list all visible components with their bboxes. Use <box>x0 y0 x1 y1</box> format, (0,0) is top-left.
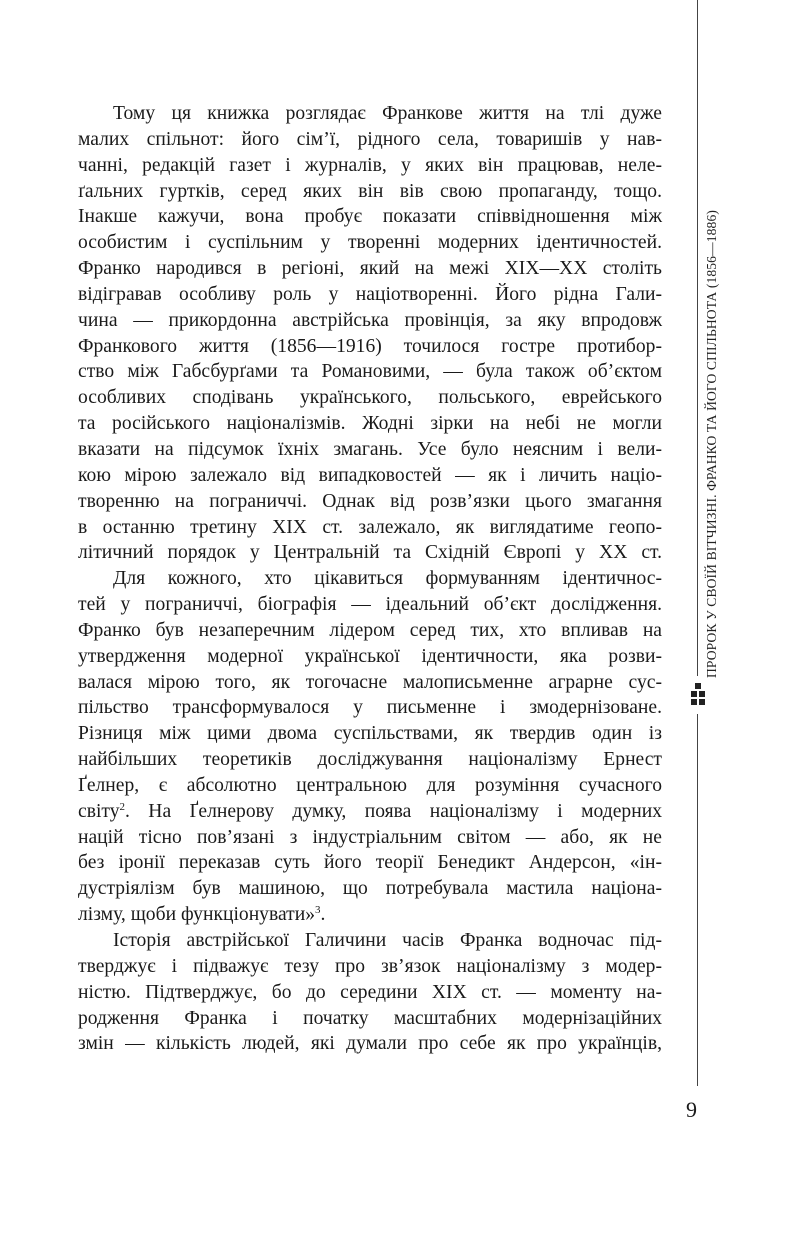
text-line: найбільших теоретиків досліджування націоналізму Ернест <box>78 749 662 771</box>
text-line: та російського націоналізмів. Жодні зірки на небі не могли <box>78 413 662 435</box>
text-line: Історія австрійської Галичини часів Франка водночас під- <box>113 930 662 951</box>
text-line: ністю. Підтверджує, бо до середини XIX ст. — моменту на- <box>78 981 662 1003</box>
text-line: Франкового життя (1856—1916) точилося гостре протибор- <box>78 335 662 357</box>
body-text <box>78 101 662 1057</box>
text-line: Франко був незаперечним лідером серед тих, хто впливав на <box>78 619 662 641</box>
text-line: особистим і суспільним у творенні модерних ідентичностей. <box>78 232 662 254</box>
text-line: пільство трансформувалося у письменне і змодернізоване. <box>78 697 662 719</box>
text-line: утвердження модерної української ідентичности, яка розви- <box>78 645 662 667</box>
text-line: дустріялізм був машиною, що потребувала мастила націона- <box>78 878 662 900</box>
text-line: змін — кількість людей, які думали про себе як про українців, <box>78 1033 662 1055</box>
text-line: Інакше кажучи, вона пробує показати співвідношення між <box>78 206 662 228</box>
text-line: ство між Габсбурґами та Романовими, — була також об’єктом <box>78 361 662 383</box>
running-title <box>701 90 723 678</box>
text-line: тверджує і підважує тезу про зв’язок націоналізму з модер- <box>78 955 662 977</box>
running-title-text: ПРОРОК У СВОЇЙ ВІТЧИЗНІ. ФРАНКО ТА ЙОГО СПІЛЬНОТА (1856—1886) <box>704 210 719 678</box>
text-line: Франко народився в регіоні, який на межі XIX—XX століть <box>78 258 662 280</box>
side-rule-bottom <box>697 714 698 1086</box>
text-fragment: світу <box>78 800 120 822</box>
text-line: чина — прикордонна австрійська провінція, за яку впродовж <box>78 309 662 331</box>
side-rule-top <box>697 0 698 676</box>
text-line: ґальних гуртків, серед яких він вів свою пропаганду, тощо. <box>78 180 662 202</box>
text-line: кою мірою залежало від випадковостей — як і личить націо- <box>78 464 662 486</box>
text-line: літичний порядок у Центральній та Східній Європі у XX ст. <box>78 542 662 564</box>
ornament-icon <box>690 682 706 712</box>
text-line: творенню на пограниччі. Однак від розв’язки цього змагання <box>78 490 662 512</box>
text-line: Для кожного, хто цікавиться формуванням ідентичнос- <box>113 568 662 590</box>
text-line: націй тісно пов’язані з індустріальним світом — або, як не <box>78 826 662 848</box>
page-number: 9 <box>686 1097 697 1122</box>
text-line: вказати на підсумок їхніх змагань. Усе було неясним і вели- <box>78 438 662 460</box>
text-line: Різниця між цими двома суспільствами, як твердив один із <box>78 723 662 745</box>
text-line-with-footnote <box>78 799 662 825</box>
text-line: відігравав особливу роль у націотворенні. Його рідна Гали- <box>78 283 662 305</box>
text-line: родження Франка і початку масштабних модернізаційних <box>78 1007 662 1029</box>
footnote-ref-2[interactable]: 2 <box>119 800 125 813</box>
text-fragment: . На Ґелнерову думку, поява націоналізму і модерних <box>125 800 662 822</box>
text-line: Ґелнер, є абсолютно центральною для розуміння сучасного <box>78 774 662 796</box>
text-line: особливих сподівань українського, польського, еврейського <box>78 387 662 409</box>
text-line: валася мірою того, як тогочасне малописьменне аграрне сус- <box>78 671 662 693</box>
text-fragment: . <box>320 904 326 926</box>
text-line: тей у пограниччі, біографія — ідеальний об’єкт дослідження. <box>78 594 662 616</box>
text-fragment: лізму, щоби функціонувати» <box>78 904 315 926</box>
text-line-with-footnote <box>78 902 662 928</box>
text-line: чанні, редакцій газет і журналів, у яких він працював, неле- <box>78 154 662 176</box>
text-line: Тому ця книжка розглядає Франкове життя на тлі дуже <box>113 103 662 124</box>
footnote-ref-3[interactable]: 3 <box>315 904 321 917</box>
text-line: в останню третину XIX ст. залежало, як виглядатиме геопо- <box>78 516 662 538</box>
text-line: без іронії переказав суть його теорії Бенедикт Андерсон, «ін- <box>78 852 662 874</box>
text-line: малих спільнот: його сім’ї, рідного села, товаришів у нав- <box>78 128 662 150</box>
